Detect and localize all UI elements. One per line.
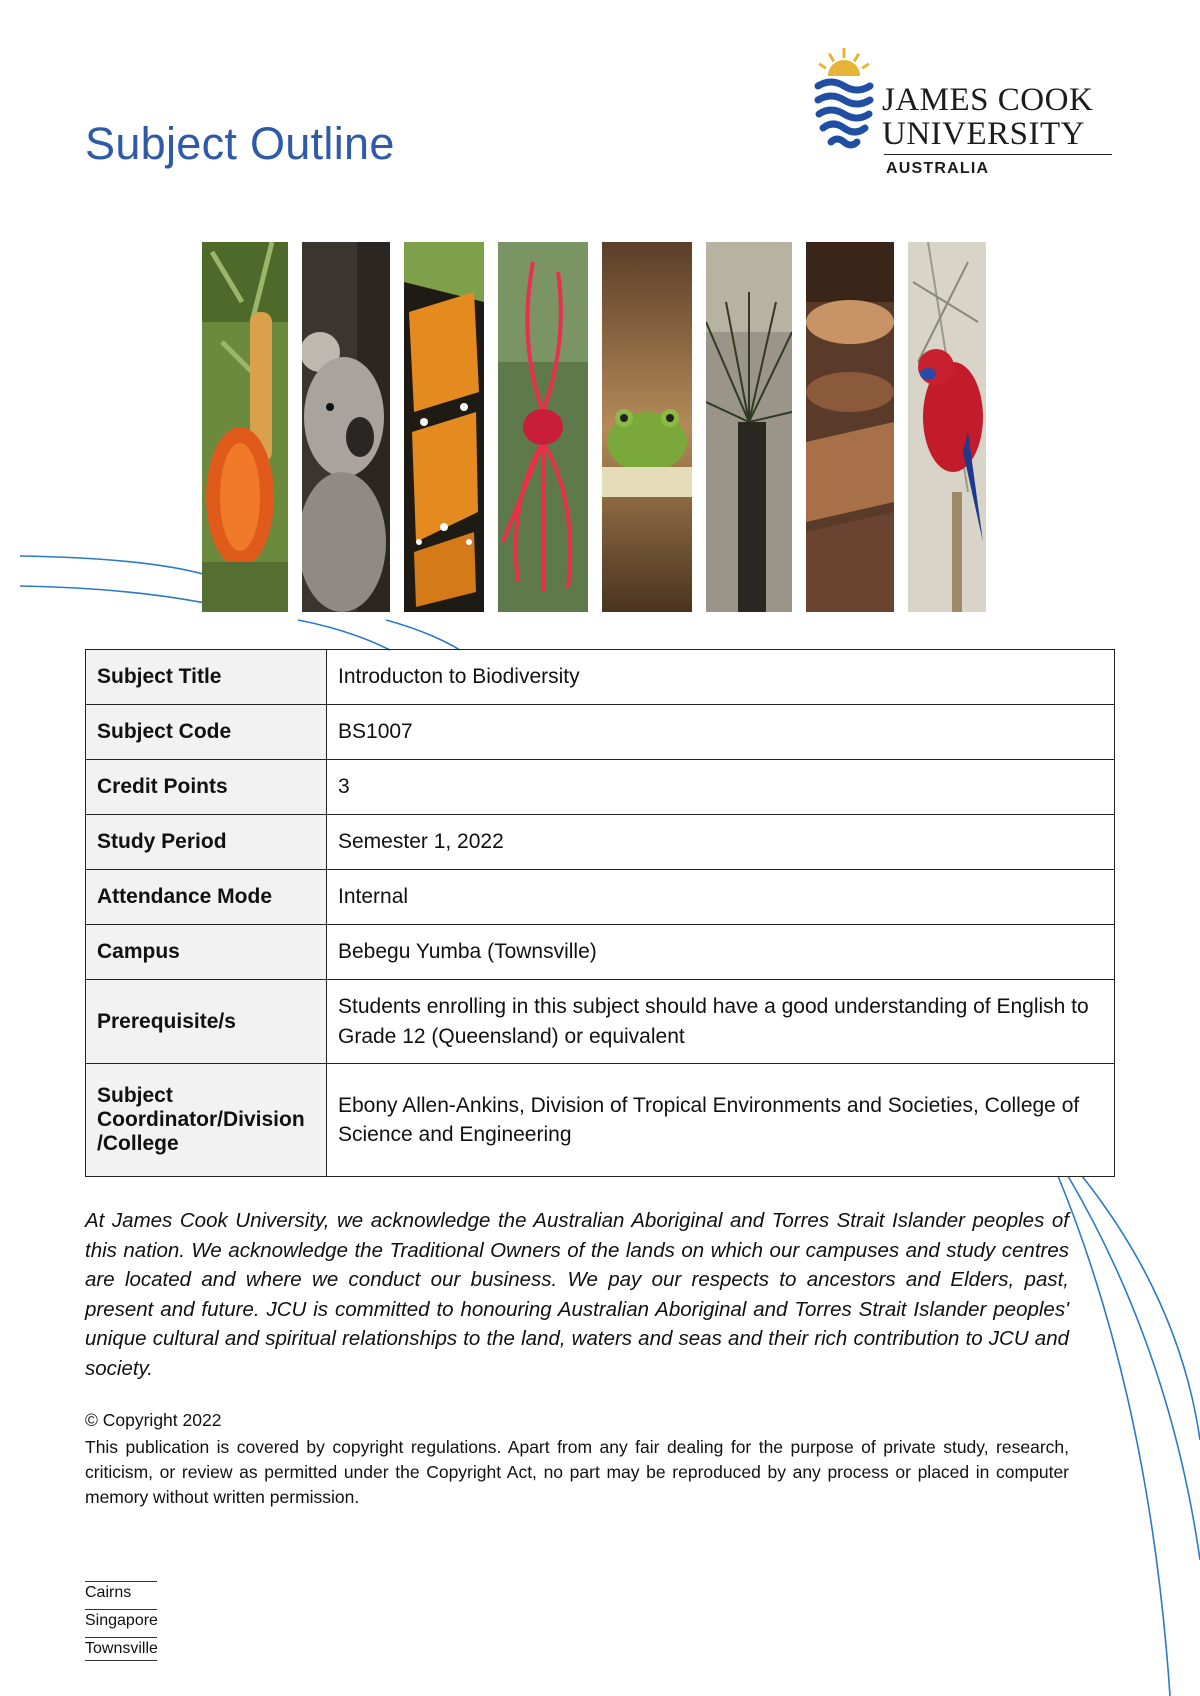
credit-points-value: 3 [327, 760, 1115, 815]
table-row-attendance-mode [86, 870, 1115, 925]
credit-points-label: Credit Points [86, 760, 327, 815]
subject-code-label: Subject Code [86, 705, 327, 760]
table-row-credit-points [86, 760, 1115, 815]
grass-tree-image [706, 242, 792, 612]
coordinator-label: Subject Coordinator/Division /College [86, 1064, 327, 1177]
jcu-crest-icon [812, 48, 876, 160]
grevillea-flower-image [498, 242, 588, 612]
subject-details-table [85, 649, 1115, 1177]
campus-singapore: Singapore [85, 1609, 157, 1632]
crimson-rosella-image [908, 242, 986, 612]
campus-value: Bebegu Yumba (Townsville) [327, 925, 1115, 980]
koala-image [302, 242, 390, 612]
subject-title-label: Subject Title [86, 650, 327, 705]
campus-townsville: Townsville [85, 1637, 157, 1661]
table-row-subject-title [86, 650, 1115, 705]
prerequisites-value: Students enrolling in this subject should have a good understanding of English to Grade 12 (Queensland) or equivalent [327, 980, 1115, 1064]
study-period-label: Study Period [86, 815, 327, 870]
table-row-campus [86, 925, 1115, 980]
logo-divider [884, 154, 1112, 155]
study-period-value: Semester 1, 2022 [327, 815, 1115, 870]
campus-label: Campus [86, 925, 327, 980]
logo-line-james-cook: JAMES COOK [882, 82, 1094, 118]
logo-line-australia: AUSTRALIA [886, 160, 990, 177]
table-row-study-period [86, 815, 1115, 870]
campus-cairns: Cairns [85, 1581, 157, 1604]
subject-code-value: BS1007 [327, 705, 1115, 760]
butterfly-wing-image [404, 242, 484, 612]
copyright-notice: This publication is covered by copyright regulations. Apart from any fair dealing for the purpose of private study, research, criticism, or review as permitted under the Copyright Act, no part may be reproduced by any process or placed in computer memory without written permission. [85, 1437, 1069, 1507]
logo-line-university: UNIVERSITY [882, 116, 1085, 152]
table-row-subject-code [86, 705, 1115, 760]
acknowledgement-of-country: At James Cook University, we acknowledge the Australian Aboriginal and Torres Strait Islander peoples of this nation. We acknowledge the Traditional Owners of the lands on which our campuses and study centres are located and where we conduct our business. We pay our respects to ancestors and Elders, past, present and future. JCU is committed to honouring Australian Aboriginal and Torres Strait Islander peoples' unique cultural and spiritual relationships to the land, waters and seas and their rich contribution to JCU and society. [85, 1209, 1069, 1380]
tree-frog-image [602, 242, 692, 612]
jcu-logo [812, 48, 1122, 178]
page-title: Subject Outline [85, 118, 395, 169]
coordinator-value: Ebony Allen-Ankins, Division of Tropical Environments and Societies, College of Science and Engineering [327, 1064, 1115, 1177]
attendance-mode-value: Internal [327, 870, 1115, 925]
subject-title-value: Introducton to Biodiversity [327, 650, 1115, 705]
table-row-coordinator [86, 1064, 1115, 1177]
copyright-heading: © Copyright 2022 [85, 1410, 222, 1430]
prerequisites-label: Prerequisite/s [86, 980, 327, 1064]
biodiversity-photo-banner [202, 242, 992, 612]
attendance-mode-label: Attendance Mode [86, 870, 327, 925]
table-row-prerequisites [86, 980, 1115, 1064]
fungi-leaf-litter-image [806, 242, 894, 612]
banksia-flower-image [202, 242, 288, 612]
